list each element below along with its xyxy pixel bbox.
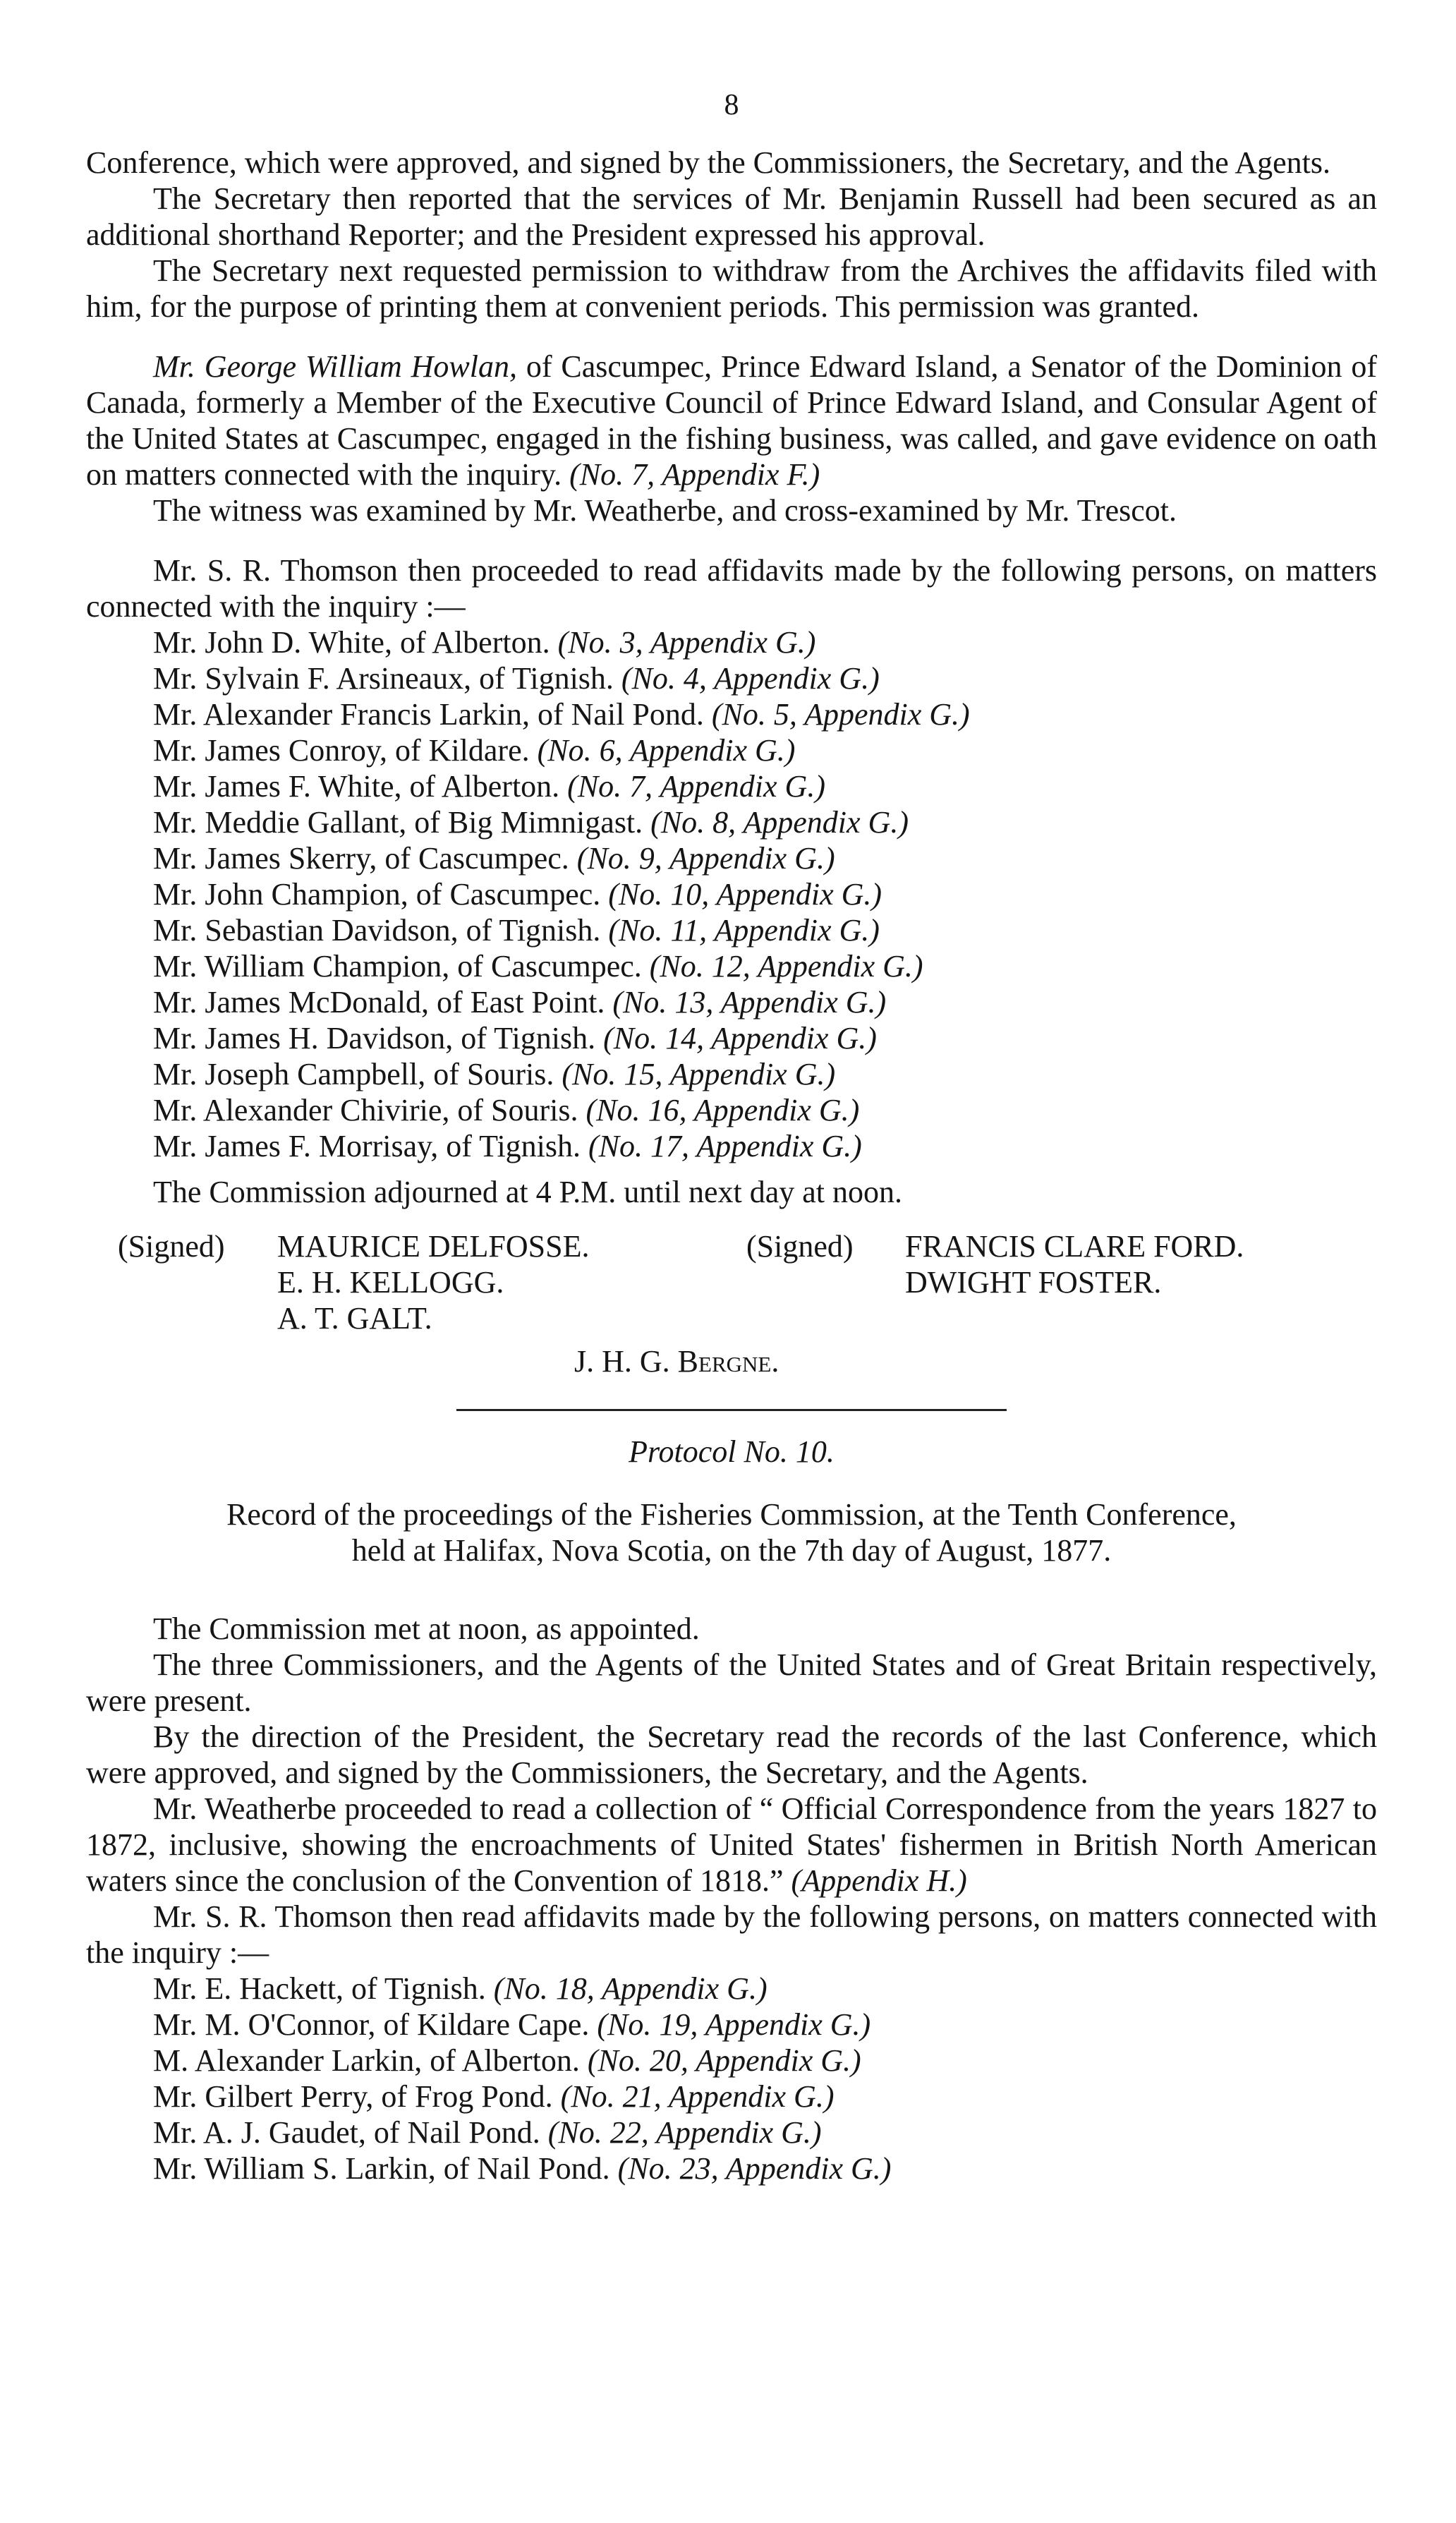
signature-right-2: DWIGHT FOSTER. (905, 1265, 1162, 1300)
affidavit-ref: (No. 16, Appendix G.) (586, 1093, 860, 1127)
affidavit-entry (153, 2043, 1377, 2079)
affidavit-entry (153, 984, 1377, 1020)
paragraph-thomson-2: Mr. S. R. Thomson then read affidavits made by the following persons, on matters connected with the inquiry :— (86, 1899, 1377, 1970)
protocol-title: Protocol No. 10. (629, 1434, 835, 1469)
paragraph-russell: The Secretary then reported that the services of Mr. Benjamin Russell had been secured as an additional shorthand Reporter; and the President expressed his approval. (86, 181, 1377, 252)
affidavit-entry (153, 948, 1377, 984)
affidavit-ref: (No. 14, Appendix G.) (603, 1021, 877, 1055)
signed-label-right: (Signed) (746, 1229, 854, 1264)
affidavit-person: Mr. Sebastian Davidson, of Tignish. (153, 913, 609, 948)
affidavit-person: Mr. James F. Morrisay, of Tignish. (153, 1129, 589, 1163)
affidavit-person: Mr. John D. White, of Alberton. (153, 625, 558, 660)
affidavit-person: Mr. James H. Davidson, of Tignish. (153, 1021, 604, 1055)
weatherbe-text: Mr. Weatherbe proceeded to read a collection of “ Official Correspondence from the years 1827 to 1872, inclusive, showing the encroachments of United States' fishermen in British North American waters since the conclusion of the Convention of 1818.” (86, 1791, 1377, 1898)
document-page (86, 0, 1377, 2186)
affidavit-entry (153, 876, 1377, 912)
record-line-2: held at Halifax, Nova Scotia, on the 7th day of August, 1877. (351, 1533, 1112, 1568)
signed-label-left: (Signed) (118, 1229, 225, 1264)
record-heading (86, 1496, 1377, 1568)
affidavit-entry (153, 624, 1377, 660)
affidavit-person: Mr. James Conroy, of Kildare. (153, 733, 538, 768)
affidavit-entry (153, 660, 1377, 696)
affidavit-person: Mr. Sylvain F. Arsineaux, of Tignish. (153, 661, 621, 696)
affidavit-entry (153, 732, 1377, 768)
affidavit-ref: (No. 17, Appendix G.) (588, 1129, 862, 1163)
paragraph-witness (86, 349, 1377, 492)
page-number: 8 (724, 89, 739, 121)
affidavit-entry (153, 2007, 1377, 2043)
affidavit-ref: (No. 18, Appendix G.) (493, 1971, 768, 2006)
signature-left-2: E. H. KELLOGG. (277, 1265, 504, 1300)
affidavit-ref: (No. 11, Appendix G.) (608, 913, 880, 948)
affidavit-entry (153, 912, 1377, 948)
paragraph-met: The Commission met at noon, as appointed. (153, 1611, 700, 1646)
affidavit-entry (153, 768, 1377, 804)
affidavit-ref: (No. 4, Appendix G.) (621, 661, 880, 696)
signature-right-1: FRANCIS CLARE FORD. (905, 1229, 1244, 1264)
affidavit-person: Mr. M. O'Connor, of Kildare Cape. (153, 2007, 597, 2042)
affidavit-person: Mr. William S. Larkin, of Nail Pond. (153, 2151, 618, 2186)
affidavit-person: Mr. John Champion, of Cascumpec. (153, 877, 609, 912)
weatherbe-ref: (Appendix H.) (791, 1863, 967, 1898)
affidavit-person: Mr. William Champion, of Cascumpec. (153, 949, 650, 984)
signature-block (118, 1228, 1244, 1336)
affidavit-list-1 (86, 624, 1377, 1164)
affidavit-person: Mr. Gilbert Perry, of Frog Pond. (153, 2079, 561, 2114)
affidavit-entry (153, 1092, 1377, 1128)
affidavit-entry (153, 696, 1377, 732)
affidavit-person: Mr. A. J. Gaudet, of Nail Pond. (153, 2115, 548, 2150)
signature-left-1: MAURICE DELFOSSE. (277, 1229, 590, 1264)
affidavit-person: Mr. Joseph Campbell, of Souris. (153, 1057, 562, 1091)
affidavit-entry (153, 1056, 1377, 1092)
affidavit-ref: (No. 8, Appendix G.) (650, 805, 909, 840)
paragraph-adjourned: The Commission adjourned at 4 P.M. until next day at noon. (153, 1175, 903, 1209)
affidavit-person: Mr. Alexander Francis Larkin, of Nail Pond. (153, 697, 712, 732)
paragraph-intro: Conference, which were approved, and signed by the Commissioners, the Secretary, and the Agents. (86, 145, 1330, 180)
paragraph-direction: By the direction of the President, the Secretary read the records of the last Conference, which were approved, and signed by the Commissioners, the Secretary, and the Agents. (86, 1719, 1377, 1790)
paragraph-examined: The witness was examined by Mr. Weatherbe, and cross-examined by Mr. Trescot. (153, 493, 1177, 528)
paragraph-archives: The Secretary next requested permission to withdraw from the Archives the affidavits filed with him, for the purpose of printing them at convenient periods. This permission was granted. (86, 253, 1377, 324)
witness-ref: (No. 7, Appendix F.) (569, 457, 820, 492)
affidavit-entry (153, 2079, 1377, 2114)
affidavit-ref: (No. 10, Appendix G.) (608, 877, 882, 912)
affidavit-entry (153, 2150, 1377, 2186)
affidavit-entry (153, 1971, 1377, 2007)
paragraph-weatherbe (86, 1791, 1377, 1899)
record-line-1: Record of the proceedings of the Fisheries Commission, at the Tenth Conference, (226, 1497, 1237, 1532)
affidavit-ref: (No. 21, Appendix G.) (560, 2079, 835, 2114)
witness-text: of Cascumpec, Prince Edward Island, a Senator of the Dominion of Canada, formerly a Member of the Executive Council of Prince Edward Island, and Consular Agent of the United States at Cascumpec, engaged in the fishing business, was called, and gave evidence on oath on matters connected with the inquiry. (86, 349, 1377, 492)
affidavit-ref: (No. 22, Appendix G.) (547, 2115, 822, 2150)
affidavit-ref: (No. 7, Appendix G.) (567, 769, 825, 804)
affidavit-person: Mr. Meddie Gallant, of Big Mimnigast. (153, 805, 651, 840)
affidavit-person: Mr. Alexander Chivirie, of Souris. (153, 1093, 586, 1127)
affidavit-person: Mr. James Skerry, of Cascumpec. (153, 841, 577, 876)
affidavit-entry (153, 1128, 1377, 1164)
affidavit-ref: (No. 6, Appendix G.) (537, 733, 796, 768)
affidavit-person: M. Alexander Larkin, of Alberton. (153, 2043, 588, 2078)
secretary-signature: J. H. G. Bergne. (574, 1344, 779, 1379)
affidavit-entry (153, 1020, 1377, 1056)
signature-left-3: A. T. GALT. (277, 1301, 432, 1336)
witness-name: Mr. George William Howlan, (153, 349, 518, 384)
section-divider (456, 1409, 1007, 1411)
affidavit-ref: (No. 23, Appendix G.) (617, 2151, 892, 2186)
affidavit-entry (153, 2114, 1377, 2150)
affidavit-person: Mr. James McDonald, of East Point. (153, 985, 613, 1020)
affidavit-ref: (No. 5, Appendix G.) (711, 697, 970, 732)
affidavit-ref: (No. 9, Appendix G.) (576, 841, 835, 876)
affidavit-ref: (No. 19, Appendix G.) (597, 2007, 871, 2042)
affidavit-list-2 (86, 1971, 1377, 2186)
affidavit-ref: (No. 13, Appendix G.) (612, 985, 887, 1020)
affidavit-person: Mr. James F. White, of Alberton. (153, 769, 568, 804)
affidavit-ref: (No. 12, Appendix G.) (649, 949, 923, 984)
paragraph-present: The three Commissioners, and the Agents of the United States and of Great Britain respectively, were present. (86, 1647, 1377, 1718)
affidavit-person: Mr. E. Hackett, of Tignish. (153, 1971, 494, 2006)
affidavit-ref: (No. 3, Appendix G.) (557, 625, 816, 660)
affidavit-ref: (No. 20, Appendix G.) (587, 2043, 861, 2078)
affidavit-ref: (No. 15, Appendix G.) (562, 1057, 836, 1091)
paragraph-thomson-1: Mr. S. R. Thomson then proceeded to read affidavits made by the following persons, on matters connected with the inquiry :— (86, 553, 1377, 624)
affidavit-entry (153, 840, 1377, 876)
affidavit-entry (153, 804, 1377, 840)
